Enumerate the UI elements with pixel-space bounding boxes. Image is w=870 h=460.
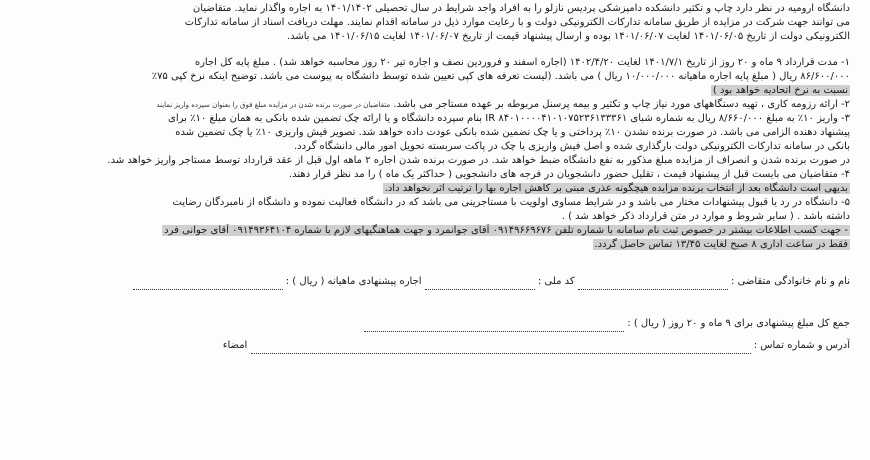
- intro-line-1: دانشگاه ارومیه در نظر دارد چاپ و تکثیر دانشکده دامپزشکی پردیس نازلو را به افراد واجد شرایط در سال تحصیلی ۱۴۰۱/۱۴۰۲ به اجاره واگذار نماید. متقاضیان: [192, 3, 850, 14]
- name-field[interactable]: [578, 289, 728, 290]
- address-label: آدرس و شماره تماس :: [753, 340, 850, 351]
- application-form: [20, 274, 850, 354]
- national-code-label: کد ملی :: [537, 276, 575, 287]
- signature-label: امضاء: [222, 340, 248, 351]
- item-5-cont: داشته باشد . ( سایر شروط و موارد در متن قرارداد ذکر خواهد شد ) .: [561, 211, 850, 222]
- item-3: ۳- واریز ۱۰٪ به مبلغ ۸/۶۶۰/۰۰۰ ریال به شماره شبای IR ۸۴۰۱۰۰۰۰۴۱۰۱۰۷۵۲۳۶۱۳۳۳۶۱ بنام سپرده دانشگاه و یا ارائه چک تضمین شده بانکی به همان مبلغ ۱۰٪ برای: [168, 113, 850, 124]
- item-1-cont: ۸۶/۶۰۰/۰۰۰ ریال ( مبلغ پایه اجاره ماهیانه ۱۰/۰۰۰/۰۰۰ ریال ) می باشد. (لیست تعرفه های کپی تعیین شده توسط دانشگاه به پیوست می باشد. توضیح اینکه نرخ کپی ۷۵٪: [151, 71, 850, 82]
- item-3-cont-2: بانکی در سامانه تدارکات الکترونیکی دولت بارگذاری شده و اصل فیش واریزی یا چک در پاکت سربسته تحویل امور مالی دانشگاه گردد.: [293, 141, 850, 152]
- contact-hours: فقط در ساعت اداری ۸ صبح لغایت ۱۳/۴۵ تماس حاصل گردد.: [594, 239, 848, 250]
- intro-line-3-text: الکترونیکی دولت از تاریخ ۱۴۰۱/۰۶/۰۵ لغایت ۱۴۰۱/۰۶/۰۷ بوده و ارسال پیشنهاد قیمت از تاریخ ۱۴۰۱/۰۶/۰۷ لغایت ۱۴۰۱/۰۶/۱۵ می باشد.: [286, 31, 850, 42]
- form-row-3: [20, 338, 850, 354]
- intro-line-2: می توانند جهت شرکت در مزایده از طریق سامانه تدارکات الکترونیکی دولت و با رعایت موارد ذیل در سامانه اقدام نمایند. مهلت دریافت اسناد از سامانه تدارکات: [184, 17, 850, 28]
- total-offer-field[interactable]: [364, 331, 624, 332]
- item-1: ۱- مدت قرارداد ۹ ماه و ۲۰ روز از تاریخ ۱۴۰۱/۷/۱ لغایت ۱۴۰۲/۴/۲۰ (اجاره اسفند و فروردین نصف و اجاره تیر ۲۰ روز محاسبه خواهد شد) . مبلغ پایه کل اجاره: [194, 57, 850, 68]
- national-code-field[interactable]: [425, 289, 535, 290]
- item-3-cont-3: در صورت برنده شدن و انصراف از مزایده مبلغ مذکور به نفع دانشگاه ضبط خواهد شد. در صورت برنده شدن اجاره ۲ ماهه اول قبل از عقد قرارداد توسط مستاجر واریز خواهد شد.: [107, 155, 850, 166]
- monthly-rent-field[interactable]: [133, 289, 283, 290]
- form-row-1: [20, 274, 850, 290]
- small-note-1: متقاضیان در صورت برنده شدن در مزایده مبلغ فوق را بعنوان سپرده واریز نمایند: [156, 101, 391, 109]
- item-2: ۲- ارائه رزومه کاری ، تهیه دستگاههای مورد نیاز چاپ و تکثیر و بیمه پرسنل مربوطه بر عهده مستاجر می باشد. متقاضیان در صورت برنده شدن در مزایده مبلغ فوق را بعنوان سپرده واریز نمایند: [156, 99, 850, 110]
- form-row-2: [20, 316, 850, 332]
- item-3-cont: پیشنهاد دهنده الزامی می باشد. در صورت برنده نشدن ۱۰٪ پرداختی و یا چک تضمین شده بانکی عودت داده خواهد شد. تصویر فیش واریزی ۱۰٪ یا چک تضمین شده: [175, 127, 850, 138]
- item-4: ۴- متقاضیان می بایست قبل از پیشنهاد قیمت ، تقلیل حضور دانشجویان در فرجه های دانشجویی ( حداکثر یک ماه ) را مد نظر قرار دهند.: [288, 169, 850, 180]
- name-label: نام و نام خانوادگی متقاضی :: [731, 276, 850, 287]
- contact-info: - جهت کسب اطلاعات بیشتر در خصوص ثبت نام سامانه با شماره تلفن ۰۹۱۴۹۶۶۹۶۷۶ آقای جوانمرد و جهت هماهنگیهای لازم با شماره ۰۹۱۴۹۳۶۴۱۰۴ آقای جوانی فرد: [164, 225, 848, 236]
- item-1-cont-2: نسبت به نرخ اتحادیه خواهد بود ): [712, 85, 848, 96]
- item-5: ۵- دانشگاه در رد یا قبول پیشنهادات مختار می باشد و در شرایط مساوی اولویت با مستاجرینی می باشد که در دانشگاه فعالیت نموده و دانشگاه از نامبردگان رضایت: [172, 197, 850, 208]
- item-4-cont: بدیهی است دانشگاه بعد از انتخاب برنده مزایده هیچگونه عذری مبنی بر کاهش اجاره بها را ترتیب اثر نخواهد داد.: [384, 183, 848, 194]
- monthly-rent-label: اجاره پیشنهادی ماهیانه ( ریال ) :: [285, 276, 422, 287]
- total-offer-label: جمع کل مبلغ پیشنهادی برای ۹ ماه و ۲۰ روز ( ریال ) :: [627, 318, 850, 329]
- intro-line-3: [20, 30, 850, 44]
- address-field[interactable]: [251, 353, 751, 354]
